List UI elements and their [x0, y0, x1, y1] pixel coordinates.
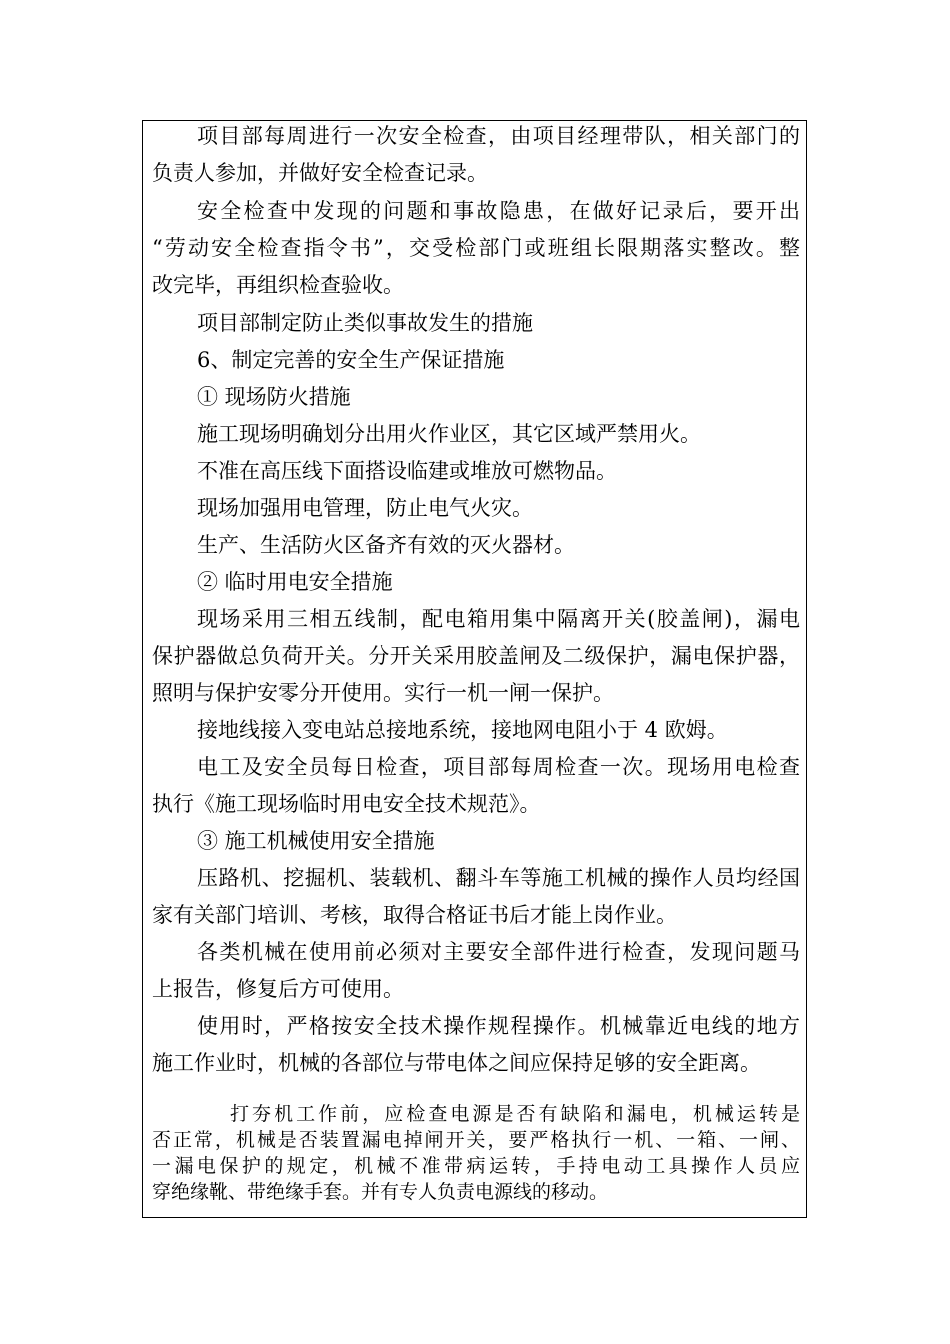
paragraph-line: 各类机械在使用前必须对主要安全部件进行检查，发现问题马 — [197, 940, 800, 964]
paragraph-line: 压路机、挖掘机、装载机、翻斗车等施工机械的操作人员均经国 — [197, 866, 800, 890]
paragraph-line: 家有关部门培训、考核，取得合格证书后才能上岗作业。 — [152, 903, 677, 927]
paragraph-line: 保护器做总负荷开关。分开关采用胶盖闸及二级保护，漏电保护器， — [152, 644, 800, 668]
subsection-heading: ② 临时用电安全措施 — [197, 570, 393, 594]
paragraph-line: 项目部每周进行一次安全检查，由项目经理带队，相关部门的 — [197, 124, 800, 148]
paragraph-line: 否正常，机械是否装置漏电掉闸开关，要严格执行一机、一箱、一闸、 — [152, 1129, 800, 1151]
paragraph-line: 现场加强用电管理，防止电气火灾。 — [197, 496, 533, 520]
paragraph-line: 电工及安全员每日检查，项目部每周检查一次。现场用电检查 — [197, 755, 800, 779]
paragraph-line: 打夯机工作前，应检查电源是否有缺陷和漏电，机械运转是 — [230, 1103, 800, 1125]
paragraph-line: “劳动安全检查指令书”，交受检部门或班组长限期落实整改。整 — [152, 236, 800, 260]
paragraph-line: 施工现场明确划分出用火作业区，其它区域严禁用火。 — [197, 422, 701, 446]
paragraph-line: 使用时，严格按安全技术操作规程操作。机械靠近电线的地方 — [197, 1014, 800, 1038]
section-heading: 6、制定完善的安全生产保证措施 — [197, 348, 505, 372]
paragraph-line: 照明与保护安零分开使用。实行一机一闸一保护。 — [152, 681, 614, 705]
paragraph-line: 改完毕，再组织检查验收。 — [152, 273, 404, 297]
subsection-heading: ③ 施工机械使用安全措施 — [197, 829, 435, 853]
paragraph-line: 不准在高压线下面搭设临建或堆放可燃物品。 — [197, 459, 617, 483]
paragraph-line: 安全检查中发现的问题和事故隐患，在做好记录后，要开出 — [197, 199, 800, 223]
paragraph-line: 生产、生活防火区备齐有效的灭火器材。 — [197, 533, 575, 557]
paragraph-line: 项目部制定防止类似事故发生的措施 — [197, 311, 533, 335]
paragraph-line: 执行《施工现场临时用电安全技术规范》。 — [152, 792, 541, 816]
paragraph-line: 穿绝缘靴、带绝缘手套。并有专人负责电源线的移动。 — [152, 1181, 609, 1203]
paragraph-line: 接地线接入变电站总接地系统，接地网电阻小于 4 欧姆。 — [197, 718, 728, 742]
paragraph-line: 上报告，修复后方可使用。 — [152, 977, 404, 1001]
subsection-heading: ① 现场防火措施 — [197, 385, 351, 409]
paragraph-line: 一漏电保护的规定，机械不准带病运转，手持电动工具操作人员应 — [152, 1155, 800, 1177]
paragraph-line: 现场采用三相五线制，配电箱用集中隔离开关(胶盖闸)，漏电 — [197, 607, 800, 631]
paragraph-line: 负责人参加，并做好安全检查记录。 — [152, 161, 488, 185]
paragraph-line: 施工作业时，机械的各部位与带电体之间应保持足够的安全距离。 — [152, 1051, 761, 1075]
